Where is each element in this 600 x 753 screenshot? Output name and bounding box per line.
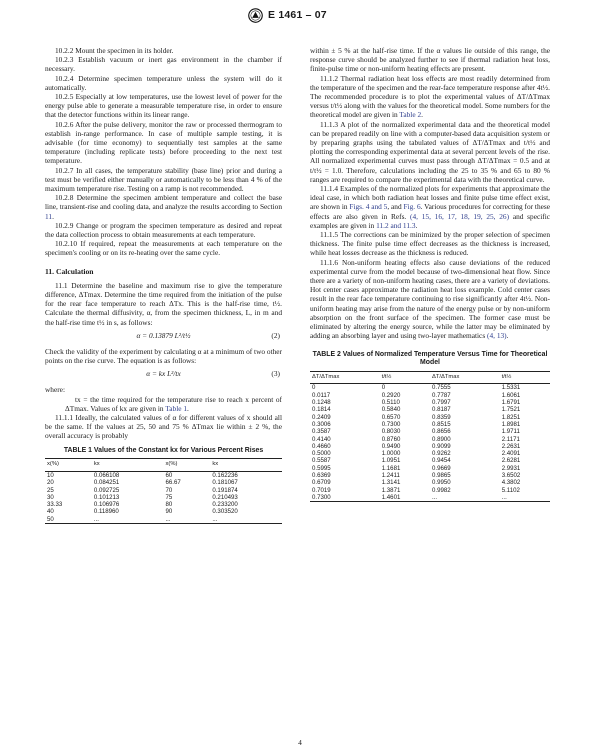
paragraph-11-1-6-text: 11.1.6 Non-uniform heating effects also cause deviations of the reduced experimental curve from the model because of two-dimensional heat flow. Since there are a variety of non-uniform heating cases, there are a variety of deviations. Hot center cases approximate the radiation heat loss example. Cold center cases result in the rear face temperature continuing to rise significantly after 4t½. Non-uniform heating may arise from the nature of the energy pulse or by non-uniform absorption on the front surface of the specimen. The former case must be eliminated by altering the energy source, while the latter may be eliminated by adding an absorbing layer and using two-layer mathematics [310, 257, 550, 341]
equation-3-text: α = kx L²/tx [146, 369, 181, 379]
table-cell: 0.7787 [431, 391, 451, 399]
table-cell: 25 [47, 486, 54, 494]
table-cell: 0.3006 [312, 420, 331, 428]
table-cell: 30 [47, 493, 54, 501]
table-cell: 0.6570 [381, 413, 401, 421]
designation: E 1461 – 07 [268, 9, 327, 21]
table-cell: 40 [47, 508, 54, 516]
paragraph-11-1-4-text-d: and specific examples are given in [310, 211, 550, 230]
table-cell: 0.303520 [212, 508, 238, 516]
table-cell: 1.0000 [381, 450, 401, 458]
page-number: 4 [298, 738, 302, 747]
paragraph-10-2-4: 10.2.4 Determine specimen temperature unless the system will do it automatically. [45, 73, 282, 92]
table-cell: 0.2409 [312, 413, 331, 421]
paragraph-10-2-5: 10.2.5 Especially at low temperatures, use the lowest level of power for the energy pulse able to generate a measurable temperature rise, in order to ensure that the detector functions within its linear range. [45, 92, 282, 120]
table-2-grid [310, 371, 550, 503]
equation-2-text: α = 0.13879 L²/t½ [136, 330, 191, 340]
table-cell: 75 [165, 493, 173, 501]
table-cell: 0.7300 [310, 494, 380, 502]
table-cell: 0.8900 [431, 435, 451, 443]
table-cell: 0.5587 [312, 457, 331, 465]
equation-3 [45, 369, 282, 381]
table-cell: 0.5110 [381, 399, 400, 407]
right-column [310, 46, 550, 502]
table-cell: 33.33 [47, 501, 63, 509]
left-column [45, 46, 282, 524]
table-cell: 0.181067 [212, 479, 238, 487]
table-cell: 0.7997 [431, 399, 451, 407]
table-cell: 0.066108 [93, 472, 120, 479]
page-header [0, 6, 600, 26]
paragraph-10-2-10: 10.2.10 If required, repeat the measurements at each temperature on the specimen's cooling or on its re-heating over the same cycle. [45, 239, 282, 258]
paragraph-11-1: 11.1 Determine the baseline and maximum rise to give the temperature difference, ΔTmax. Determine the time required from the initiation of the pulse for the rear face temperature to reach ΔTx. This is the half-rise time, t½. Calculate the thermal diffusivity, α, from the specimen thickness, L, in m and the half-rise time t½ in s, as follows: [45, 280, 282, 327]
fig-6-link[interactable]: Fig. 6 [403, 202, 421, 212]
table-row [45, 516, 282, 524]
paragraph-10-2-7: 10.2.7 In all cases, the temperature stability (base line) prior and during a test must be verified either manually or automatically to be less than 4 % of the maximum temperature rise. Testing on a ramp is not recommended. [45, 165, 282, 194]
table-cell: 0.6369 [312, 472, 331, 480]
table-cell: 0.6709 [312, 479, 331, 487]
table-row [310, 457, 550, 464]
table-cell: 0.1248 [312, 399, 331, 407]
table-cell: 2.1171 [501, 435, 520, 443]
table-cell: 0.7555 [431, 384, 451, 392]
table-1-body [45, 472, 282, 524]
table-cell: 0.118960 [93, 508, 119, 516]
table-1-link[interactable]: Table 1 [165, 403, 188, 413]
table-cell: 0.8656 [431, 428, 451, 436]
section-11-link[interactable]: 11 [45, 211, 53, 221]
sections-11-2-11-3-link[interactable]: 11.2 and 11.3 [376, 220, 416, 230]
table-cell: 0.9454 [431, 457, 451, 465]
table-2-header-row [310, 371, 550, 384]
table-cell: 0.2920 [381, 391, 401, 399]
paragraph-10-2-8-text: 10.2.8 Determine the specimen ambient temperature and collect the base line, transient-rise and cooling data, and analyze the results according to Section [45, 193, 282, 212]
table-cell: 50 [45, 516, 92, 524]
table-row [310, 406, 550, 413]
table-cell: 2.2631 [501, 442, 521, 450]
table-cell: 2.4091 [501, 450, 521, 458]
table-cell: 0.9865 [431, 472, 451, 480]
table-cell: 60 [165, 472, 173, 479]
table-cell: 0.5000 [312, 450, 331, 458]
section-title: 11. Calculation [45, 266, 94, 276]
table-cell: 0.084251 [93, 479, 120, 487]
equation-2 [45, 331, 282, 343]
equation-3-number: (3) [271, 369, 280, 379]
table-cell: 0.8760 [381, 435, 401, 443]
paragraph-11-1-3: 11.1.3 A plot of the normalized experimental data and the theoretical model can be prepared readily on line with a computer-based data acquisition system or by preparing graphs using the tabulated values of ΔT/ΔTmax and t/t½ and plotting the corresponding experimental data at several percent levels of the rise. All normalized experimental curves must pass through ΔT/ΔTmax = 0.5 and at t/t½ = 1.0. Therefore, calculations including the 25 to 35 % and 65 to 80 % ranges are required to compare the experimental data with the theoretical curve. [310, 119, 550, 184]
table-row [310, 414, 550, 421]
table-cell: 1.4601 [380, 494, 430, 502]
table-row [310, 392, 550, 399]
paragraph-11-1-6: 11.1.6 Non-uniform heating effects also cause deviations of the reduced experimental curve from the model because of two-dimensional heat flow. Since there are a variety of non-uniform heating cases, there are a variety of deviations. Hot center cases approximate the radiation heat loss example. Cold center cases result in the rear face temperature continuing to rise significantly after 4t½. Non-uniform heating may arise from the nature of the energy pulse or by non-uniform absorption on the front surface of the specimen. The former case must be eliminated by altering the energy source, while the latter may be eliminated by adding an absorbing layer and using two-layer mathematics (4, 13). [310, 257, 550, 341]
table-row [310, 494, 550, 502]
paragraph-11-1-2: 11.1.2 Thermal radiation heat loss effects are most readily determined from the temperature of the specimen and the rear-face temperature response after 4t½. The recommended procedure is to plot the experimental values of ΔT/ΔTmax versus t/t½ along with the values for the theoretical model. Some numbers for the theoretical model are given in Table 2. [310, 73, 550, 120]
table-cell: 0.5840 [381, 406, 401, 414]
table-cell: 0.101213 [93, 493, 120, 501]
paragraph-check: Check the validity of the experiment by calculating α at a minimum of two other points on the rise curve. The equation is as follows: [45, 346, 282, 366]
table-header-cell: x(%) [163, 459, 210, 472]
table-cell: ... [500, 494, 550, 502]
table-cell: 70 [165, 486, 173, 494]
table-cell: 0.233200 [212, 501, 238, 509]
table-1-grid [45, 458, 282, 524]
table-cell: 1.5331 [501, 384, 521, 392]
table-cell: 0.8515 [431, 420, 451, 428]
table-cell: 1.3871 [381, 486, 401, 494]
equation-2-number: (2) [271, 330, 280, 340]
table-cell: 1.1681 [381, 464, 401, 472]
table-cell: 4.3802 [501, 479, 521, 487]
table-row [45, 508, 282, 515]
paragraph-continued: within ± 5 % at the half-rise time. If the α values lie outside of this range, the response curve should be analyzed further to see if thermal radiation heat loss, finite-pulse time or non-uniform heating effects are present. [310, 46, 550, 74]
table-cell: 0.8187 [431, 406, 451, 414]
figs-4-5-link[interactable]: Figs. 4 and 5 [349, 202, 388, 212]
table-2 [310, 351, 550, 503]
table-row [310, 428, 550, 435]
table-header-cell: x(%) [45, 459, 92, 472]
table-cell: 0.5995 [312, 464, 331, 472]
table-cell: 1.2411 [381, 472, 400, 480]
table-cell: 0.210493 [212, 493, 238, 501]
table-cell: 0.9490 [381, 442, 401, 450]
table-1-title: TABLE 1 Values of the Constant kx for Various Percent Rises [63, 446, 264, 454]
table-row [310, 472, 550, 479]
paragraph-11-1-4-text-c: . Various procedures for correcting for these effects are also given in Refs. [310, 202, 551, 221]
table-cell: 0.8359 [431, 413, 451, 421]
table-cell: 90 [165, 508, 173, 516]
table-cell: 0.9982 [431, 486, 451, 494]
table-cell: 0.9669 [431, 464, 451, 472]
table-cell: 0.0117 [312, 391, 331, 399]
paragraph-11-1-4-text-b: , and [387, 202, 402, 212]
table-row [45, 472, 282, 480]
table-cell: 0.9950 [431, 479, 451, 487]
paragraph-10-2-9: 10.2.9 Change or program the specimen temperature as desired and repeat the data collection process to obtain measurements at each temperature. [45, 220, 282, 240]
table-cell: 0.7019 [312, 486, 331, 494]
table-header-cell: kx [210, 459, 282, 472]
table-header-cell: t/t½ [380, 371, 430, 384]
table-cell: ... [92, 516, 164, 524]
table-cell: 1.6791 [501, 399, 521, 407]
paragraph-11-1-4: 11.1.4 Examples of the normalized plots for experiments that approximate the ideal case, in which both radiation heat losses and finite pulse time effect exist, are shown in Figs. 4 and 5, and Fig. 6. Various procedures for correcting for these effects are also given in Refs. (4, 15, 16, 17, 18, 19, 25, 26) and specific examples are given in 11.2 and 11.3. [310, 184, 551, 230]
table-cell: 0.7300 [381, 420, 401, 428]
paragraph-10-2-6: 10.2.6 After the pulse delivery, monitor the raw or processed thermogram to establish in-range performance. In case of multiple sample testing, it is advisable (for time economy) to sequentially test samples at the same temperature (including replicate tests) before proceeding to the next test temperature. [45, 119, 282, 166]
table-cell: 0.9099 [431, 442, 451, 450]
paragraph-10-2-8: 10.2.8 Determine the specimen ambient temperature and collect the base line, transient-rise and cooling data, and analyze the results according to Section 11. [45, 193, 282, 221]
table-cell: 0.4660 [312, 442, 331, 450]
table-cell: 0.092725 [93, 486, 120, 494]
paragraph-10-2-3: 10.2.3 Establish vacuum or inert gas environment in the chamber if necessary. [45, 55, 282, 74]
table-cell: 0.162236 [212, 472, 238, 479]
table-header-cell: ΔT/ΔTmax [430, 371, 500, 384]
table-cell: 1.8981 [501, 420, 521, 428]
paragraph-10-2-2: 10.2.2 Mount the specimen in its holder. [55, 46, 174, 55]
table-cell: 80 [165, 501, 173, 509]
table-row [310, 479, 550, 486]
table-cell: 0.8030 [381, 428, 401, 436]
table-cell: 0.9262 [431, 450, 451, 458]
table-2-link[interactable]: Table 2 [399, 110, 422, 120]
table-row [45, 501, 282, 508]
where-label: where: [45, 385, 65, 395]
table-cell: 0.191874 [212, 486, 238, 494]
definition-tx-text: tx = the time required for the temperature rise to reach x percent of ΔTmax. Values of kx are given in [65, 394, 282, 413]
table-cell: 1.3141 [381, 479, 401, 487]
table-cell: 0.3587 [312, 428, 331, 436]
table-cell: ... [430, 494, 500, 502]
table-cell: 1.7521 [501, 406, 521, 414]
table-row [45, 494, 282, 501]
table-row [310, 436, 550, 443]
table-header-cell: ΔT/ΔTmax [310, 371, 380, 384]
table-cell: 1.8251 [501, 413, 521, 421]
table-row [45, 487, 282, 494]
astm-logo-icon [248, 8, 263, 23]
table-cell: 5.1102 [501, 486, 520, 494]
paragraph-11-1-4-text: 11.1.4 Examples of the normalized plots for experiments that approximate the ideal case, in which both radiation heat losses and finite pulse time effect exist, are shown in [310, 184, 550, 212]
refs-link[interactable]: (4, 15, 16, 17, 18, 19, 25, 26) [410, 211, 510, 221]
table-cell: 0.106976 [93, 501, 120, 509]
table-cell: 0.4140 [312, 435, 331, 443]
table-row [310, 487, 550, 494]
table-row [310, 450, 550, 457]
table-cell: ... [210, 516, 282, 524]
table-header-cell: t/t½ [500, 371, 550, 384]
table-cell: 0 [381, 384, 386, 392]
table-cell: 1.9711 [501, 428, 520, 436]
table-cell: 1.6061 [501, 391, 521, 399]
table-cell: 20 [47, 479, 54, 487]
table-row [310, 465, 550, 472]
paragraph-11-1-5: 11.1.5 The corrections can be minimized by the proper selection of specimen thickness. The finite pulse time effect decreases as the thickness is increased, while heat losses decrease as the thickness is reduced. [310, 230, 550, 258]
table-cell: 3.6502 [501, 472, 521, 480]
table-row [45, 479, 282, 486]
table-cell: 1.0951 [381, 457, 401, 465]
paragraph-11-1-1: 11.1.1 Ideally, the calculated values of α for different values of x should all be the same. If the values at 25, 50 and 75 % ΔTmax lie within ± 2 %, the overall accuracy is probably [45, 412, 282, 441]
table-header-cell: kx [92, 459, 164, 472]
table-1-header-row [45, 459, 282, 472]
table-cell: 2.9931 [501, 464, 521, 472]
table-1 [45, 447, 282, 525]
table-cell: 0.1814 [312, 406, 331, 414]
table-cell: ... [163, 516, 210, 524]
table-row [310, 399, 550, 406]
refs-4-13-link[interactable]: (4, 13) [487, 331, 507, 341]
table-cell: 66.67 [165, 479, 181, 487]
paragraph-11-1-2-text: 11.1.2 Thermal radiation heat loss effects are most readily determined from the temperature of the specimen and the rear-face temperature response after 4t½. The recommended procedure is to plot the experimental values of ΔT/ΔTmax versus t/t½ along with the values for the theoretical model. Some numbers for the theoretical model are given in [310, 73, 550, 120]
table-cell: 0 [312, 384, 316, 392]
table-cell: 2.6281 [501, 457, 521, 465]
table-2-body [310, 384, 550, 502]
table-row [310, 443, 550, 450]
table-cell: 10 [47, 472, 54, 479]
definition-tx: tx = the time required for the temperature rise to reach x percent of ΔTmax. Values of kx are given in Table 1. [65, 394, 282, 413]
table-2-title: TABLE 2 Values of Normalized Temperature Versus Time for Theoretical Model [312, 350, 548, 366]
table-row [310, 384, 550, 392]
table-row [310, 421, 550, 428]
